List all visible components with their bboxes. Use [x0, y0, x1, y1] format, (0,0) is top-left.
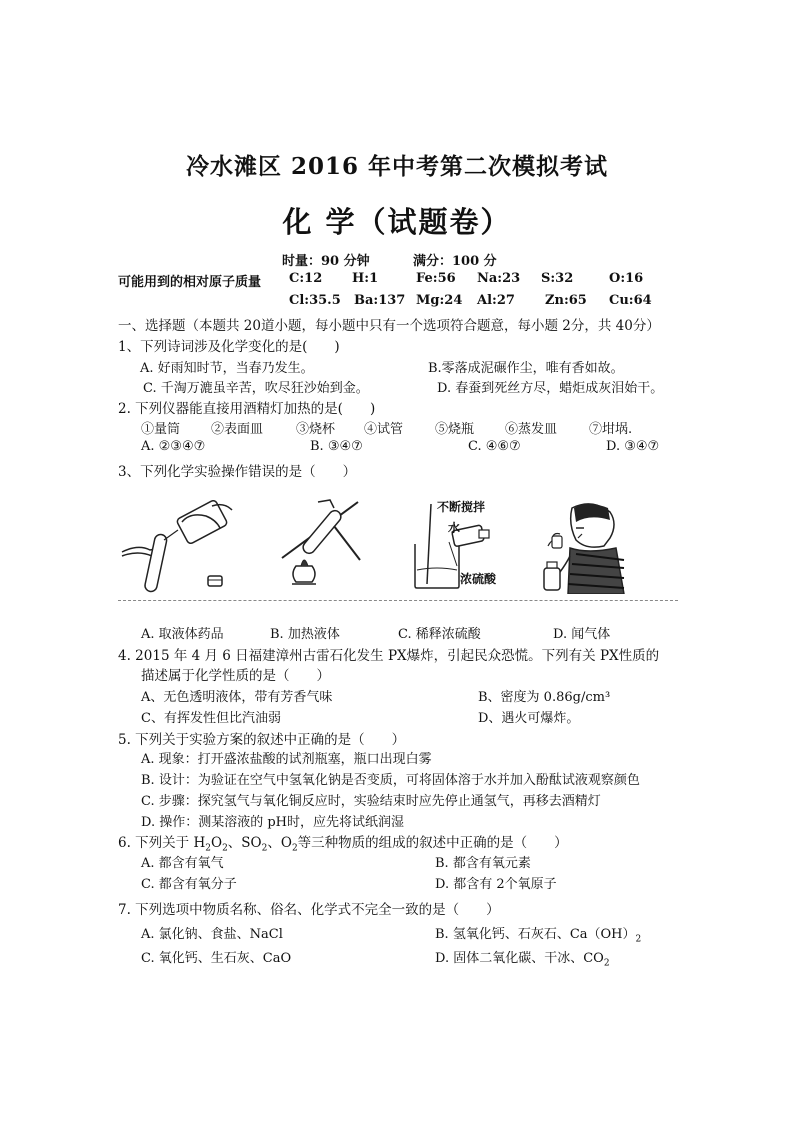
- q4-option-b: B、密度为 0.86g/cm³: [478, 690, 611, 705]
- q2-option-d: D. ③④⑦: [606, 439, 660, 454]
- q2-item-4: ④试管: [364, 422, 404, 437]
- q7-option-d: [435, 947, 610, 969]
- figure-divider: [118, 600, 678, 601]
- q6-stem-o2: 、O: [267, 835, 292, 851]
- q2-item-3: ③烧杯: [296, 422, 336, 437]
- q7-option-d-sub: 2: [603, 958, 610, 969]
- heat-liquid-illustration: [268, 496, 368, 591]
- q2-item-5: ⑤烧瓶: [435, 422, 475, 437]
- q6-sub-o2: 2: [222, 843, 228, 854]
- atomic-mass-o: O:16: [609, 271, 644, 286]
- q2-option-a: A. ②③④⑦: [141, 439, 206, 454]
- q1-option-d: D. 春蚕到死丝方尽，蜡炬成灰泪始干。: [437, 381, 664, 396]
- atomic-mass-s: S:32: [541, 271, 574, 286]
- atomic-mass-h: H:1: [352, 271, 379, 286]
- q1-option-c: C. 千淘万漉虽辛苦，吹尽狂沙始到金。: [143, 381, 369, 396]
- q4-option-c: C、有挥发性但比汽油弱: [141, 711, 281, 726]
- q3-option-d: D. 闻气体: [553, 627, 611, 642]
- smell-gas-illustration: [530, 498, 630, 594]
- q5-option-c: C. 步骤：探究氢气与氧化铜反应时，实验结束时应先停止通氢气，再移去酒精灯: [141, 794, 601, 809]
- section-heading: 一、选择题（本题共 20道小题，每小题中只有一个选项符合题意，每小题 2分，共 40分）: [118, 318, 660, 334]
- q2-item-2: ②表面皿: [211, 422, 264, 437]
- q3-figure-a: [120, 500, 250, 595]
- q5-option-b: B. 设计：为验证在空气中氢氧化钠是否变质，可将固体溶于水并加入酚酞试液观察颜色: [141, 773, 640, 788]
- q2-option-b: B. ③④⑦: [310, 439, 363, 454]
- q1-stem: 1、下列诗词涉及化学变化的是( ): [118, 339, 340, 355]
- q3-fig-label-acid: 浓硫酸: [460, 572, 497, 586]
- q6-option-d: D. 都含有 2个氧原子: [435, 877, 557, 892]
- q2-stem: 2. 下列仪器能直接用酒精灯加热的是( ): [118, 401, 376, 417]
- q4-option-a: A、无色透明液体，带有芳香气味: [141, 690, 333, 705]
- atomic-mass-zn: Zn:65: [545, 293, 587, 308]
- q6-sub-h2: 2: [205, 843, 211, 854]
- exam-subtitle: 化 学（试题卷）: [282, 205, 512, 239]
- q3-fig-label-stir: 不断搅拌: [437, 500, 486, 514]
- q1-option-a: A. 好雨知时节，当春乃发生。: [140, 361, 314, 376]
- atomic-mass-ba: Ba:137: [354, 293, 406, 308]
- q4-stem-line1: 4. 2015 年 4 月 6 日福建漳州古雷石化发生 PX爆炸，引起民众恐慌。下列有关 PX性质的: [118, 648, 660, 664]
- q5-option-d: D. 操作：测某溶液的 pH时，应先将试纸润湿: [141, 815, 405, 830]
- q1-option-b: B.零落成泥碾作尘，唯有香如故。: [428, 361, 624, 376]
- q6-stem-so: 、SO: [227, 835, 262, 851]
- q6-stem-pre: 6. 下列关于 H: [118, 835, 206, 851]
- q3-stem: 3、下列化学实验操作错误的是（ ）: [118, 464, 357, 480]
- atomic-mass-na: Na:23: [477, 271, 521, 286]
- q7-stem: 7. 下列选项中物质名称、俗名、化学式不完全一致的是（ ）: [118, 902, 500, 918]
- q5-option-a: A. 现象：打开盛浓盐酸的试剂瓶塞，瓶口出现白雾: [141, 752, 432, 767]
- q3-fig-label-water: 水: [448, 521, 461, 535]
- q3-figure-d: [530, 498, 630, 594]
- q3-figure-b: [268, 496, 368, 591]
- q7-option-b: [435, 923, 641, 945]
- q2-item-7: ⑦坩埚.: [589, 422, 633, 437]
- atomic-mass-label: 可能用到的相对原子质量: [118, 275, 262, 290]
- q6-stem-o: O: [210, 835, 223, 851]
- exam-score: 满分：100 分: [413, 254, 497, 269]
- q6-sub-so2: 2: [261, 843, 268, 854]
- q4-stem-line2: 描述属于化学性质的是（ ）: [141, 668, 330, 684]
- atomic-mass-al: Al:27: [477, 293, 515, 308]
- q6-stem-post: 等三种物质的组成的叙述中正确的是（ ）: [297, 835, 568, 851]
- q6-option-a: A. 都含有氧气: [141, 856, 224, 871]
- q6-option-c: C. 都含有氧分子: [141, 877, 237, 892]
- q6-sub-oo2: 2: [291, 843, 298, 854]
- exam-title: 冷水滩区 2016 年中考第二次模拟考试: [185, 153, 609, 180]
- atomic-mass-cu: Cu:64: [609, 293, 652, 308]
- q6-stem: [118, 831, 568, 854]
- q7-option-c: C. 氧化钙、生石灰、CaO: [141, 951, 292, 966]
- atomic-mass-cl: Cl:35.5: [289, 293, 341, 308]
- q3-option-c: C. 稀释浓硫酸: [398, 627, 481, 642]
- q7-option-b-sub: 2: [635, 934, 642, 945]
- atomic-mass-c: C:12: [289, 271, 323, 286]
- q7-option-a: A. 氯化钠、食盐、NaCl: [141, 927, 283, 942]
- q7-option-d-text: D. 固体二氧化碳、干冰、CO: [435, 951, 604, 966]
- exam-time: 时量：90 分钟: [282, 254, 370, 269]
- q2-item-1: ①量筒: [141, 422, 181, 437]
- q3-option-a: A. 取液体药品: [141, 627, 224, 642]
- q3-option-b: B. 加热液体: [270, 627, 340, 642]
- q2-option-c: C. ④⑥⑦: [468, 439, 521, 454]
- q5-stem: 5. 下列关于实验方案的叙述中正确的是（ ）: [118, 732, 406, 748]
- q4-option-d: D、遇火可爆炸。: [478, 711, 580, 726]
- atomic-mass-fe: Fe:56: [416, 271, 456, 286]
- q6-option-b: B. 都含有氧元素: [435, 856, 531, 871]
- atomic-mass-mg: Mg:24: [416, 293, 463, 308]
- q7-option-b-text: B. 氢氧化钙、石灰石、Ca（OH）: [435, 927, 636, 942]
- pour-liquid-illustration: [120, 500, 250, 595]
- q2-item-6: ⑥蒸发皿: [505, 422, 558, 437]
